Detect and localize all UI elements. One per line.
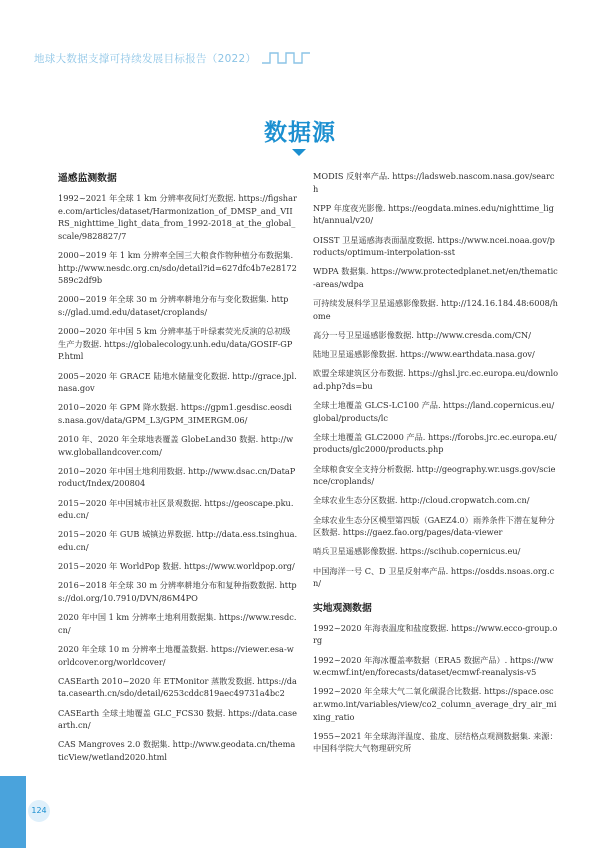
data-source-entry: 中国海洋一号 C、D 卫星反射率产品. https://osdds.nsoas.org.cn/	[313, 565, 555, 589]
right-column	[313, 170, 558, 761]
data-source-entry: 2020 年中国 1 km 分辨率土地利用数据集. https://www.resdc.cn/	[58, 612, 297, 635]
data-source-entry: 全球土地覆盖 GLC2000 产品. https://forobs.jrc.ec.europa.eu/products/glc2000/products.php	[313, 431, 557, 455]
page-number: 124	[28, 800, 50, 822]
data-source-entry: 2015~2020 年中国城市社区景观数据. https://geoscape.pku.edu.cn/	[58, 497, 294, 521]
section-heading-field-observation: 实地观测数据	[313, 602, 372, 614]
data-source-entry: 2015~2020 年 WorldPop 数据. https://www.worldpop.org/	[58, 561, 295, 572]
data-source-entry: 2000~2019 年全球 30 m 分辨率耕地分布与变化数据集. https://glad.umd.edu/dataset/croplands/	[58, 294, 289, 317]
header-decoration-icon	[262, 51, 312, 65]
data-source-entry: 1992~2020 年海表温度和盐度数据. https://www.ecco-group.org	[313, 622, 558, 646]
data-source-entry: 2016~2018 年全球 30 m 分辨率耕地分布和复种指数数据. https://doi.org/10.7910/DVN/86M4PO	[58, 580, 297, 603]
data-source-entry: 1992~2020 年海冰覆盖率数据（ERA5 数据产品）. https://www.ecmwf.int/en/forecasts/dataset/ecmwf-reanalysis-v5	[313, 654, 554, 678]
section-heading-remote-sensing: 遥感监测数据	[58, 173, 117, 184]
data-source-entry: 陆地卫星遥感影像数据. https://www.earthdata.nasa.gov/	[313, 349, 535, 360]
data-source-entry: CASEarth 2010~2020 年 ETMonitor 蒸散发数据. https://data.casearth.cn/sdo/detail/6253cddc819aec49731a4bc2	[58, 675, 297, 699]
data-source-entry: 哨兵卫星遥感影像数据. https://scihub.copernicus.eu/	[313, 546, 521, 557]
data-source-entry: 1992~2020 年全球大气二氧化碳混合比数据. https://space.oscar.wmo.int/variables/view/co2_column_average_dry_air_mixing_ratio	[313, 686, 557, 722]
data-source-entry: 全球土地覆盖 GLCS-LC100 产品. https://land.copernicus.eu/global/products/lc	[313, 400, 555, 423]
running-header	[34, 50, 312, 66]
data-source-entry: 2015~2020 年 GUB 城镇边界数据. http://data.ess.tsinghua.edu.cn/	[58, 529, 298, 552]
left-column	[58, 170, 298, 770]
data-source-entry: 2010~2020 年 GPM 降水数据. https://gpm1.gesdisc.eosdis.nasa.gov/data/GPM_L3/GPM_3IMERGM.06/	[58, 402, 292, 425]
page-title: 数据源	[264, 120, 336, 146]
data-source-entry: WDPA 数据集. https://www.protectedplanet.net/en/thematic-areas/wdpa	[313, 266, 558, 289]
data-source-entry: CAS Mangroves 2.0 数据集. http://www.geodata.cn/thematicView/wetland2020.html	[58, 739, 296, 762]
data-source-entry: CASEarth 全球土地覆盖 GLC_FCS30 数据. https://data.casearth.cn/	[58, 707, 297, 731]
data-source-entry: 欧盟全球建筑区分布数据. https://ghsl.jrc.ec.europa.eu/download.php?ds=bu	[313, 368, 559, 391]
data-source-entry: 全球农业生态分区模型第四版（GAEZ4.0）雨养条件下潜在复种分区数据. https://gaez.fao.org/pages/data-viewer	[313, 514, 555, 538]
data-source-entry: 可持续发展科学卫星遥感影像数据. http://124.16.184.48:6008/home	[313, 298, 558, 321]
report-title: 地球大数据支撑可持续发展目标报告（2022）	[34, 52, 257, 65]
data-source-entry: OISST 卫星遥感海表面温度数据. https://www.ncei.noaa.gov/products/optimum-interpolation-sst	[313, 234, 555, 258]
data-source-entry: 2000~2020 年中国 5 km 分辨率基于叶绿素荧光反演的总初级生产力数据. https://globalecology.unh.edu/data/GOSIF-GPP.html	[58, 326, 293, 362]
data-source-entry: 2010 年、2020 年全球地表覆盖 GlobeLand30 数据. http://www.globallandcover.com/	[58, 434, 294, 457]
data-source-entry: 2005~2020 年 GRACE 陆地水储量变化数据. http://grace.jpl.nasa.gov	[58, 370, 297, 394]
data-source-entry: 1955~2021 年全球海洋温度、盐度、层结格点观测数据集. 来源：中国科学院大气物理研究所	[313, 730, 558, 754]
data-source-entry: NPP 年度夜光影像. https://eogdata.mines.edu/nighttime_light/annual/v20/	[313, 202, 554, 226]
data-source-entry: 2020 年全球 10 m 分辨率土地覆盖数据. https://viewer.esa-worldcover.org/worldcover/	[58, 643, 294, 667]
field-observation-list	[313, 622, 558, 755]
data-source-entry: 全球农业生态分区数据. http://cloud.cropwatch.com.cn/	[313, 495, 530, 506]
data-source-entry: 高分一号卫星遥感影像数据. http://www.cresda.com/CN/	[313, 329, 531, 340]
data-source-entry: MODIS 反射率产品. https://ladsweb.nascom.nasa.gov/search	[313, 171, 555, 194]
data-source-entry: 2000~2019 年 1 km 分辨率全国三大粮食作物种植分布数据集. http://www.nesdc.org.cn/sdo/detail?id=627dfc4b7e28172589c2df9b	[58, 249, 297, 286]
remote-sensing-list	[58, 192, 298, 763]
triangle-marker-icon	[292, 149, 306, 157]
data-source-entry: 全球粮食安全支持分析数据. http://geography.wr.usgs.gov/science/croplands/	[313, 463, 556, 487]
side-color-bar	[0, 776, 26, 848]
data-source-entry: 1992~2021 年全球 1 km 分辨率夜间灯光数据. https://figshare.com/articles/dataset/Harmonization_of_DMSP_and_VIIRS_nighttime_light_data_from_1992-2018_at_the_global_scale/9828827/7	[58, 193, 297, 241]
remote-sensing-list-continued	[313, 170, 558, 590]
data-source-entry: 2010~2020 年中国土地利用数据. http://www.dsac.cn/DataProduct/Index/200804	[58, 465, 296, 489]
